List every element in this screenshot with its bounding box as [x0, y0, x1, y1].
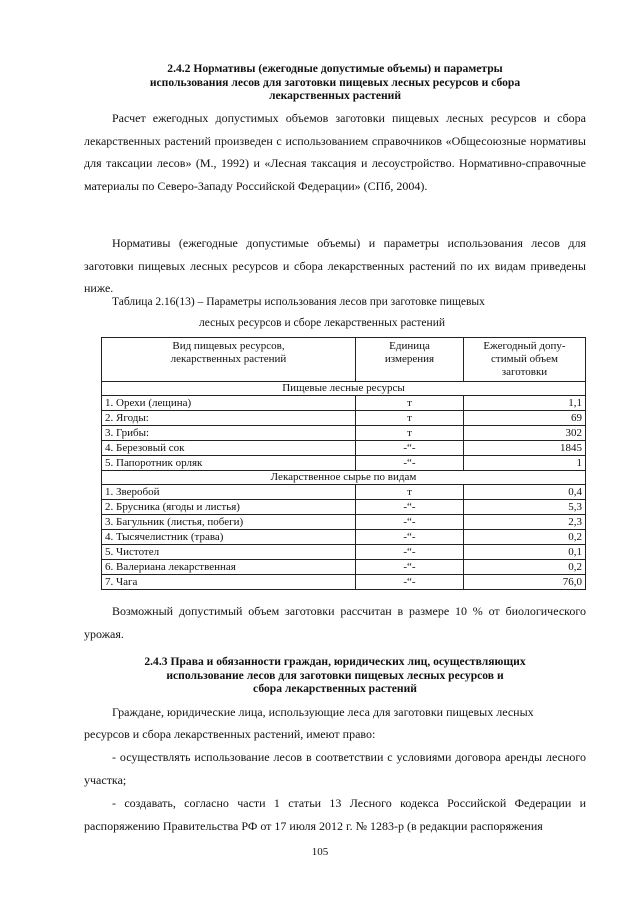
- heading-line: 2.4.3 Права и обязанности граждан, юридических лиц, осуществляющих: [144, 655, 526, 668]
- paragraph-rights-intro: Граждане, юридические лица, использующие леса для заготовки пищевых лесных: [112, 705, 534, 719]
- unit-cell: -“-: [356, 575, 464, 590]
- section-food-resources-body: [102, 396, 586, 471]
- header-text: измерения: [384, 353, 435, 365]
- unit-cell: -“-: [356, 456, 464, 471]
- table-row: [102, 500, 586, 515]
- table-row: [102, 545, 586, 560]
- header-text: лекарственных растений: [170, 353, 287, 365]
- annual-volume-cell: 0,2: [464, 530, 586, 545]
- table-row: [102, 530, 586, 545]
- unit-cell: т: [356, 411, 464, 426]
- header-text: Ежегодный допу-: [483, 340, 566, 352]
- paragraph-rights-intro-cont: ресурсов и сбора лекарственных растений, имеют право:: [84, 727, 376, 741]
- paragraph-norms-intro: Нормативы (ежегодные допустимые объемы) и параметры использования лесов для заготовки пищевых лесных ресурсов и сбора лекарственных растений по их видам приведены ниже.: [84, 236, 586, 296]
- annual-volume-cell: 0,2: [464, 560, 586, 575]
- annual-volume-cell: 0,4: [464, 485, 586, 500]
- header-text: Единица: [389, 340, 430, 352]
- heading-line: использование лесов для заготовки пищевых лесных ресурсов и: [166, 668, 504, 682]
- paragraph-calculation-sources: Расчет ежегодных допустимых объемов заготовки пищевых лесных ресурсов и сбора лекарственных растений произведен с использованием справочников «Общесоюзные нормативы для таксации лесов» (М., 1992) и «Лесная таксация и лесоустройство. Нормативно-справочные материалы по Северо-Западу Российской Федерации» (СПб, 2004).: [84, 111, 586, 193]
- table-row: [102, 560, 586, 575]
- resource-name-cell: 5. Папоротник орляк: [102, 456, 356, 471]
- annual-volume-cell: 76,0: [464, 575, 586, 590]
- annual-volume-cell: 69: [464, 411, 586, 426]
- section-heading-2-4-3: [80, 655, 590, 696]
- resource-name-cell: 6. Валериана лекарственная: [102, 560, 356, 575]
- section-title-food-resources: Пищевые лесные ресурсы: [102, 382, 586, 396]
- heading-line: сбора лекарственных растений: [253, 682, 417, 695]
- section-title-medicinal-raw-materials: Лекарственное сырье по видам: [102, 471, 586, 485]
- resource-name-cell: 4. Березовый сок: [102, 441, 356, 456]
- unit-cell: -“-: [356, 545, 464, 560]
- header-text: стимый объем: [491, 353, 558, 365]
- annual-volume-cell: 5,3: [464, 500, 586, 515]
- table-row: [102, 485, 586, 500]
- table-caption-line2: лесных ресурсов и сборе лекарственных растений: [198, 317, 445, 329]
- resource-name-cell: 1. Зверобой: [102, 485, 356, 500]
- resource-name-cell: 5. Чистотел: [102, 545, 356, 560]
- annual-volume-cell: 1: [464, 456, 586, 471]
- paragraph-right-create: - создавать, согласно части 1 статьи 13 Лесного кодекса Российской Федерации и распоряжению Правительства РФ от 17 июля 2012 г. № 1283-р (в редакции распоряжения: [84, 796, 586, 833]
- column-header-unit: [356, 338, 464, 382]
- annual-volume-cell: 2,3: [464, 515, 586, 530]
- forest-use-parameters-table: [101, 337, 586, 590]
- heading-line: использования лесов для заготовки пищевых лесных ресурсов и сбора: [149, 75, 521, 89]
- unit-cell: т: [356, 396, 464, 411]
- unit-cell: -“-: [356, 560, 464, 575]
- unit-cell: -“-: [356, 530, 464, 545]
- table-row: [102, 575, 586, 590]
- table-section-row: [102, 471, 586, 485]
- table-row: [102, 426, 586, 441]
- resource-name-cell: 2. Брусника (ягоды и листья): [102, 500, 356, 515]
- section-heading-2-4-2: [80, 62, 590, 103]
- header-text: Вид пищевых ресурсов,: [172, 340, 285, 352]
- resource-name-cell: 1. Орехи (лещина): [102, 396, 356, 411]
- page-number: 105: [311, 846, 329, 858]
- table-header-row: [102, 338, 586, 382]
- column-header-annual-volume: [464, 338, 586, 382]
- annual-volume-cell: 302: [464, 426, 586, 441]
- column-header-resource-type: [102, 338, 356, 382]
- resource-name-cell: 4. Тысячелистник (трава): [102, 530, 356, 545]
- table-row: [102, 456, 586, 471]
- unit-cell: т: [356, 426, 464, 441]
- resource-name-cell: 3. Грибы:: [102, 426, 356, 441]
- section-medicinal-body: [102, 485, 586, 590]
- table-caption-line1: Таблица 2.16(13) – Параметры использования лесов при заготовке пищевых: [112, 296, 485, 308]
- annual-volume-cell: 1845: [464, 441, 586, 456]
- header-text: заготовки: [501, 366, 548, 378]
- resource-name-cell: 7. Чага: [102, 575, 356, 590]
- unit-cell: -“-: [356, 515, 464, 530]
- table-caption: [112, 292, 572, 334]
- unit-cell: -“-: [356, 441, 464, 456]
- table-row: [102, 411, 586, 426]
- table-row: [102, 515, 586, 530]
- unit-cell: -“-: [356, 500, 464, 515]
- table-row: [102, 396, 586, 411]
- resource-name-cell: 3. Багульник (листья, побеги): [102, 515, 356, 530]
- paragraph-right-lease: - осуществлять использование лесов в соответствии с условиями договора аренды лесного участка;: [84, 750, 586, 787]
- table-section-row: [102, 382, 586, 396]
- table-row: [102, 441, 586, 456]
- heading-line: лекарственных растений: [268, 89, 402, 102]
- heading-line: 2.4.2 Нормативы (ежегодные допустимые объемы) и параметры: [167, 62, 503, 75]
- annual-volume-cell: 1,1: [464, 396, 586, 411]
- unit-cell: т: [356, 485, 464, 500]
- annual-volume-cell: 0,1: [464, 545, 586, 560]
- paragraph-allowable-volume-note: Возможный допустимый объем заготовки рассчитан в размере 10 % от биологического урожая.: [84, 604, 586, 641]
- resource-name-cell: 2. Ягоды:: [102, 411, 356, 426]
